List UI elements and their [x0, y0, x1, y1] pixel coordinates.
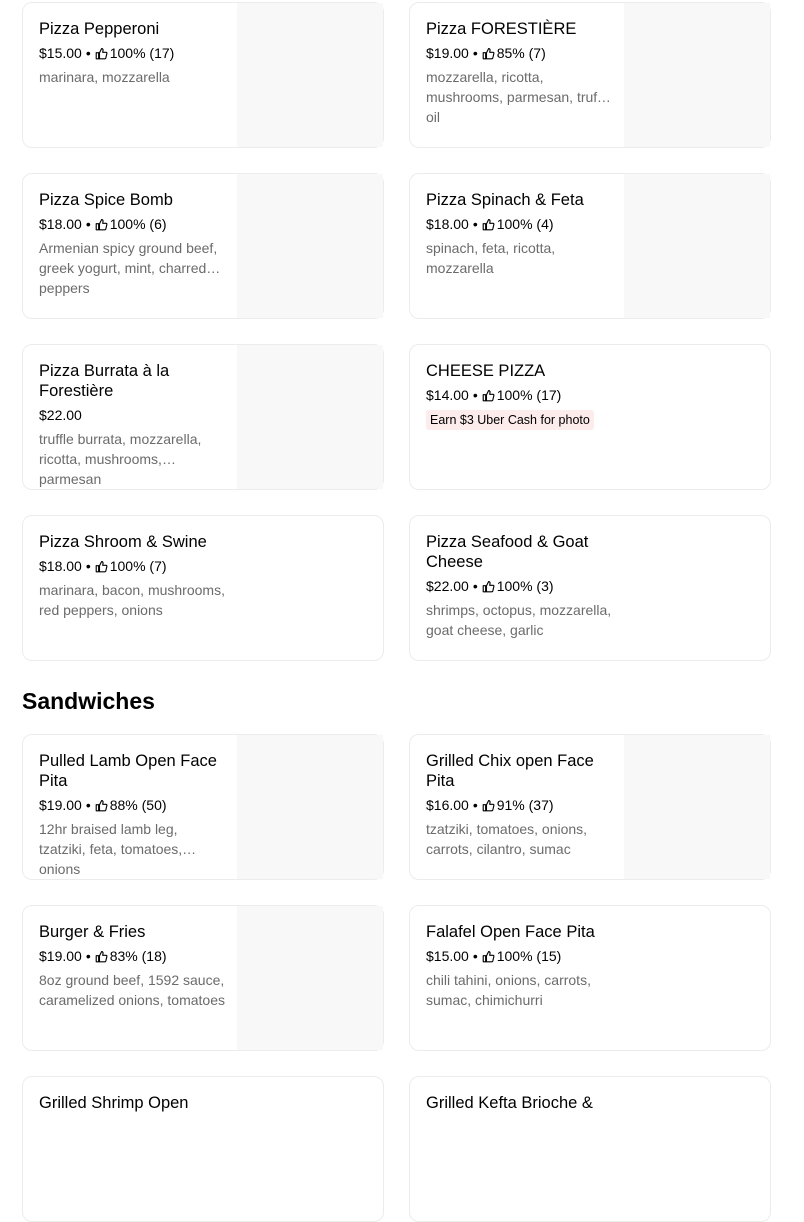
thumbs-up-icon [482, 950, 495, 963]
menu-item-info [426, 922, 616, 1010]
menu-item-rating: 100% (7) [109, 558, 167, 574]
menu-item-image [624, 174, 770, 318]
uber-cash-photo-badge: Earn $3 Uber Cash for photo [426, 410, 594, 430]
menu-item-description: mozzarella, ricotta, mushrooms, parmesan, truffle oil [426, 69, 612, 125]
menu-item-price: $19.00 [39, 797, 82, 813]
meta-separator: • [85, 216, 91, 232]
menu-item-meta [426, 947, 616, 965]
menu-item-card[interactable] [22, 905, 384, 1051]
menu-item-name: Falafel Open Face Pita [426, 923, 595, 941]
meta-separator: • [472, 45, 478, 61]
menu-item-name: Pizza Seafood & Goat Cheese [426, 533, 589, 571]
thumbs-up-icon [95, 799, 108, 812]
section-title-sandwiches: Sandwiches [22, 688, 155, 714]
menu-item-info [39, 532, 229, 620]
menu-item-name: Pulled Lamb Open Face Pita [39, 752, 217, 790]
menu-item-info [426, 1093, 616, 1113]
menu-item-info [39, 922, 225, 1010]
menu-item-rating: 100% (4) [496, 216, 554, 232]
menu-item-card[interactable] [409, 1076, 771, 1222]
menu-item-name: Grilled Chix open Face Pita [426, 752, 594, 790]
menu-item-rating: 100% (17) [109, 45, 175, 61]
menu-item-description: 12hr braised lamb leg, tzatziki, feta, tomatoes, onions [39, 821, 183, 877]
meta-separator: • [472, 948, 478, 964]
meta-separator: • [472, 797, 478, 813]
menu-item-info [39, 1093, 229, 1113]
thumbs-up-icon [482, 580, 495, 593]
menu-item-description: shrimps, octopus, mozzarella, goat cheese, garlic [426, 602, 612, 638]
menu-item-card[interactable] [409, 173, 771, 319]
menu-item-card[interactable] [409, 344, 771, 490]
menu-item-price: $18.00 [426, 216, 469, 232]
thumbs-up-icon [482, 799, 495, 812]
menu-item-name: Pizza Spinach & Feta [426, 191, 584, 209]
thumbs-up-icon [95, 218, 108, 231]
menu-item-price: $18.00 [39, 216, 82, 232]
menu-item-rating: 100% (3) [496, 578, 554, 594]
menu-item-card[interactable] [22, 515, 384, 661]
menu-item-rating: 100% (17) [496, 387, 562, 403]
menu-item-name: Pizza Shroom & Swine [39, 533, 207, 551]
menu-item-image [237, 174, 383, 318]
menu-item-meta [39, 796, 225, 814]
menu-item-card[interactable] [22, 2, 384, 148]
sandwiches-items-grid [22, 734, 771, 1222]
menu-item-image [237, 3, 383, 147]
meta-separator: • [85, 558, 91, 574]
menu-item-price: $19.00 [426, 45, 469, 61]
menu-item-card[interactable] [409, 734, 771, 880]
thumbs-up-icon [482, 389, 495, 402]
meta-separator: • [472, 387, 478, 403]
menu-item-meta [426, 215, 612, 233]
menu-item-rating: 83% (18) [109, 948, 167, 964]
menu-item-name: CHEESE PIZZA [426, 362, 546, 380]
menu-item-meta [426, 386, 616, 404]
menu-item-image [624, 735, 770, 879]
menu-item-name: Grilled Kefta Brioche & [426, 1094, 593, 1112]
menu-item-card[interactable] [22, 734, 384, 880]
menu-item-image [237, 906, 383, 1050]
meta-separator: • [472, 578, 478, 594]
thumbs-up-icon [482, 47, 495, 60]
menu-item-price: $22.00 [39, 407, 82, 423]
menu-item-info [426, 751, 612, 859]
menu-item-name: Pizza Pepperoni [39, 20, 160, 38]
thumbs-up-icon [95, 47, 108, 60]
meta-separator: • [85, 797, 91, 813]
menu-item-price: $15.00 [39, 45, 82, 61]
thumbs-up-icon [95, 950, 108, 963]
menu-item-price: $14.00 [426, 387, 469, 403]
menu-item-meta [39, 215, 225, 233]
menu-item-meta [39, 406, 225, 424]
menu-item-card[interactable] [22, 173, 384, 319]
menu-item-rating: 91% (37) [496, 797, 554, 813]
menu-item-description: marinara, bacon, mushrooms, red peppers, onions [39, 582, 225, 618]
menu-item-rating: 85% (7) [496, 45, 546, 61]
menu-item-description: tzatziki, tomatoes, onions, carrots, cilantro, sumac [426, 821, 588, 857]
menu-item-name: Burger & Fries [39, 923, 146, 941]
menu-item-description: chili tahini, onions, carrots, sumac, chimichurri [426, 972, 591, 1008]
thumbs-up-icon [95, 560, 108, 573]
menu-item-info [426, 190, 612, 278]
meta-separator: • [472, 216, 478, 232]
menu-item-info [426, 532, 616, 640]
menu-item-info [426, 361, 616, 430]
menu-item-card[interactable] [409, 905, 771, 1051]
menu-item-rating: 88% (50) [109, 797, 167, 813]
menu-item-image [624, 3, 770, 147]
menu-item-meta [426, 577, 616, 595]
menu-item-meta [39, 557, 229, 575]
menu-item-price: $18.00 [39, 558, 82, 574]
menu-item-price: $22.00 [426, 578, 469, 594]
menu-item-image [237, 735, 383, 879]
menu-item-description: 8oz ground beef, 1592 sauce, caramelized onions, tomatoes [39, 972, 225, 1008]
meta-separator: • [85, 948, 91, 964]
menu-item-image [237, 345, 383, 489]
menu-item-card[interactable] [22, 344, 384, 490]
menu-item-name: Pizza FORESTIÈRE [426, 20, 577, 38]
menu-item-info [426, 19, 612, 125]
menu-item-name: Grilled Shrimp Open [39, 1094, 189, 1112]
menu-item-info [39, 751, 225, 877]
menu-item-description: truffle burrata, mozzarella, ricotta, mushrooms, parmesan [39, 431, 202, 487]
thumbs-up-icon [482, 218, 495, 231]
menu-item-card[interactable] [409, 2, 771, 148]
menu-item-price: $15.00 [426, 948, 469, 964]
menu-item-info [39, 361, 225, 487]
menu-item-meta [39, 947, 225, 965]
menu-item-meta [426, 796, 612, 814]
menu-item-description: Armenian spicy ground beef, greek yogurt, mint, charred peppers [39, 240, 218, 296]
menu-item-rating: 100% (6) [109, 216, 167, 232]
menu-item-price: $19.00 [39, 948, 82, 964]
meta-separator: • [85, 45, 91, 61]
menu-item-description: spinach, feta, ricotta, mozzarella [426, 240, 556, 276]
menu-item-meta [426, 44, 612, 62]
pizza-items-grid [22, 2, 771, 661]
menu-item-card[interactable] [409, 515, 771, 661]
menu-item-price: $16.00 [426, 797, 469, 813]
menu-item-card[interactable] [22, 1076, 384, 1222]
menu-item-info [39, 190, 225, 296]
menu-item-description: marinara, mozzarella [39, 69, 170, 85]
menu-item-rating: 100% (15) [496, 948, 562, 964]
menu-item-info [39, 19, 225, 87]
menu-item-name: Pizza Burrata à la Forestière [39, 362, 170, 400]
menu-item-name: Pizza Spice Bomb [39, 191, 173, 209]
menu-item-meta [39, 44, 225, 62]
